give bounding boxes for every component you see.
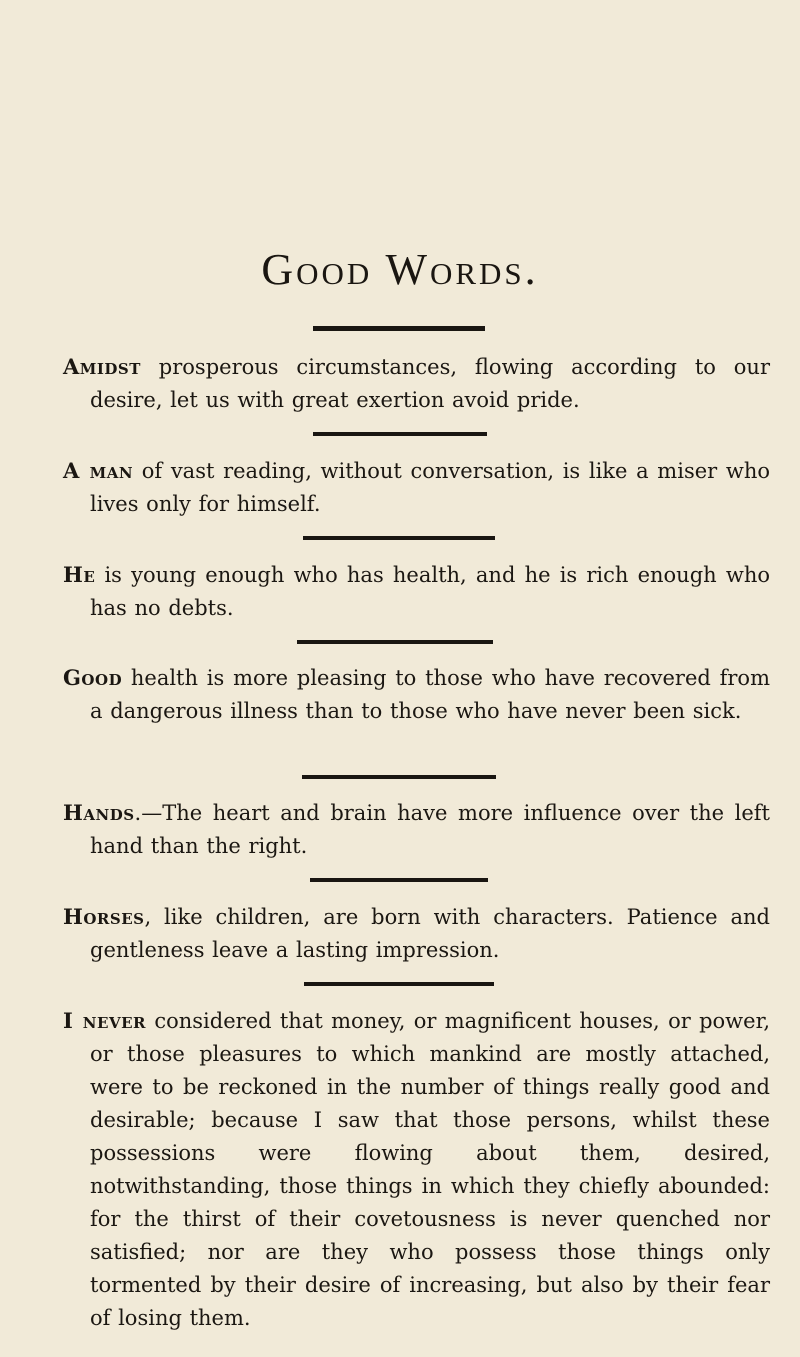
entry-he [63, 558, 770, 625]
entry-text: considered that money, or magnificent houses, or power, or those pleasures to which mankind are mostly attached, were to be reckoned in the number of things really good and desirable; because I saw that those persons, whilst these possessions were flowing about them, desired, notwithstanding, those things in which they chiefly abounded: for the thirst of their covetousness is never quenched nor satisfied; nor are they who possess those things only tormented by their desire of increasing, but also by their fear of losing them. [90, 1009, 770, 1330]
entry-amidst [63, 350, 770, 417]
entry-a-man [63, 454, 770, 521]
entry-good [63, 661, 770, 728]
entry-i-never [63, 1004, 770, 1335]
divider-rule [297, 640, 493, 644]
entry-hands [63, 796, 770, 863]
entry-lead: He [63, 562, 96, 587]
entry-lead: I never [63, 1008, 146, 1033]
entry-text: prosperous circumstances, flowing according to our desire, let us with great exertion avoid pride. [90, 355, 770, 412]
divider-rule [304, 982, 494, 986]
entry-lead: Hands [63, 800, 135, 825]
entry-lead: A man [63, 458, 134, 483]
divider-rule [303, 536, 495, 540]
page-title: Good Words. [261, 245, 539, 294]
entry-horses [63, 900, 770, 967]
divider-rule [313, 432, 487, 436]
entry-text: is young enough who has health, and he is rich enough who has no debts. [90, 563, 770, 620]
entry-lead: Good [63, 665, 123, 690]
entry-text: of vast reading, without conversation, is like a miser who lives only for himself. [90, 459, 770, 516]
divider-rule [310, 878, 488, 882]
entry-lead: Amidst [63, 354, 141, 379]
entry-text: .—The heart and brain have more influence over the left hand than the right. [90, 801, 770, 858]
entry-lead: Horses [63, 904, 145, 929]
entry-text: health is more pleasing to those who have recovered from a dangerous illness than to those who have never been sick. [90, 666, 770, 723]
entry-text: , like children, are born with characters. Patience and gentleness leave a lasting impression. [90, 905, 770, 962]
title-rule [313, 326, 485, 331]
divider-rule [302, 775, 496, 779]
